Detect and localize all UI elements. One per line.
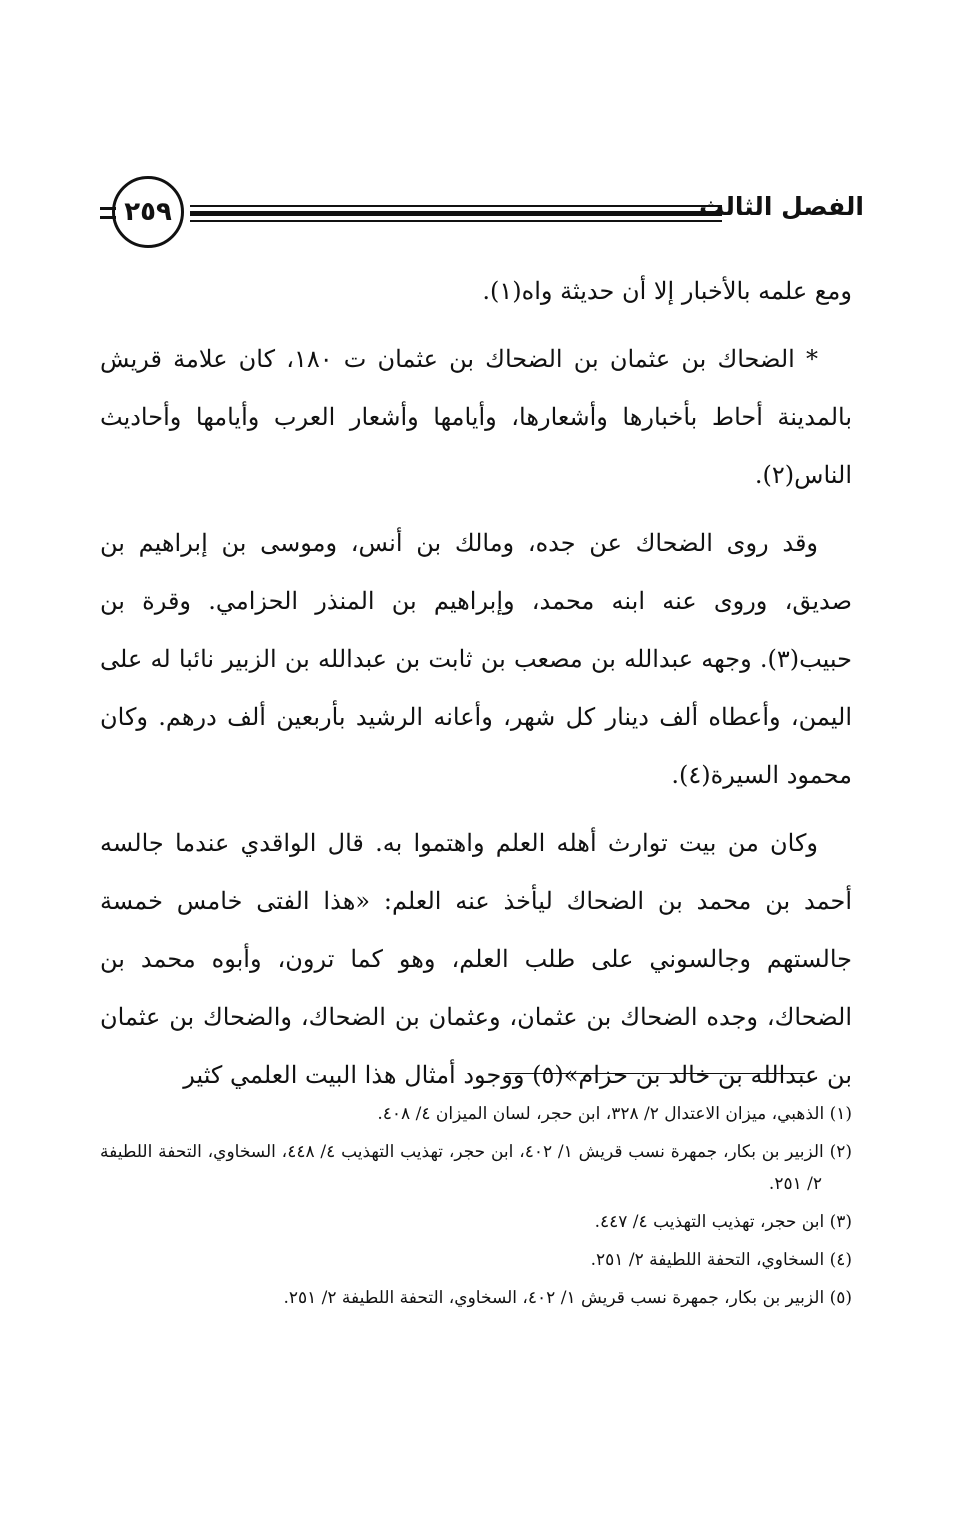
page-number [112, 176, 184, 248]
footnote: (٢) الزبير بن بكار، جمهرة نسب قريش ١/ ٤٠٢، ابن حجر، تهذيب التهذيب ٤/ ٤٤٨، السخاوي، التحفة اللطيفة ٢/ ٢٥١. [100, 1142, 852, 1194]
footnotes [100, 1098, 852, 1320]
paragraph: ومع علمه بالأخبار إلا أن حديثة واه(١). [482, 277, 852, 305]
footnote: (٣) ابن حجر، تهذيب التهذيب ٤/ ٤٤٧. [594, 1212, 852, 1232]
main-text [100, 262, 852, 1114]
footnote-divider [505, 1073, 805, 1074]
page-number-text: ٢٥٩ [124, 197, 172, 227]
header-rule [190, 220, 722, 222]
paragraph: وقد روى الضحاك عن جده، ومالك بن أنس، وموسى بن إبراهيم بن صديق، وروى عنه ابنه محمد، وإبراهيم بن المنذر الحزامي. وقرة بن حبيب(٣). وجهه عبدالله بن مصعب بن ثابت بن عبدالله بن الزبير نائبا له على اليمن، وأعطاه ألف دينار كل شهر، وأعانه الرشيد بأربعين ألف درهم. وكان محمود السيرة(٤). [100, 529, 852, 789]
header-rule [190, 205, 722, 207]
paragraph: * الضحاك بن عثمان بن الضحاك بن عثمان ت ١٨٠، كان علامة قريش بالمدينة أحاط بأخبارها وأشعارها، وأيامها وأشعار العرب وأيامها وأحاديث الناس(٢). [100, 345, 852, 489]
footnote: (٥) الزبير بن بكار، جمهرة نسب قريش ١/ ٤٠٢، السخاوي، التحفة اللطيفة ٢/ ٢٥١. [283, 1288, 852, 1308]
footnote: (١) الذهبي، ميزان الاعتدال ٢/ ٣٢٨، ابن حجر، لسان الميزان ٤/ ٤٠٨. [377, 1104, 852, 1124]
paragraph: وكان من بيت توارث أهله العلم واهتموا به. قال الواقدي عندما جالسه أحمد بن محمد بن الضحاك ليأخذ عنه العلم: «هذا الفتى خامس خمسة جالستهم وجالسوني على طلب العلم، وهو كما ترون، وأبوه محمد بن الضحاك، وجده الضحاك بن عثمان، وعثمان بن الضحاك، والضحاك بن عثمان بن عبدالله بن خالد بن حزام»(٥) ووجود أمثال هذا البيت العلمي كثير [100, 829, 853, 1089]
footnote: (٤) السخاوي، التحفة اللطيفة ٢/ ٢٥١. [590, 1250, 852, 1270]
header-rule [190, 211, 722, 216]
chapter-title: الفصل الثالث [698, 192, 864, 221]
